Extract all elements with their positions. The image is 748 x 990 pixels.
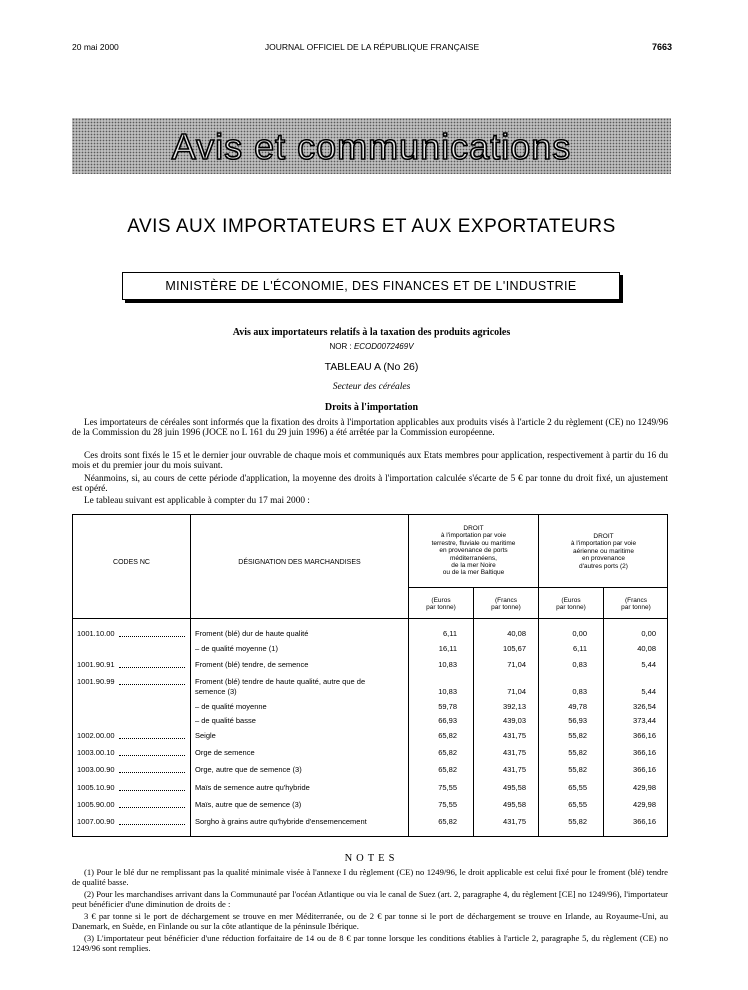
goods-designation: Maïs de semence autre qu'hybride (195, 783, 310, 792)
unit-line: par tonne) (426, 604, 456, 612)
sector-label: Secteur des céréales (332, 382, 411, 392)
nc-code: 1003.00.90 (77, 765, 115, 774)
duty-euros-route-1: 66,93 (438, 716, 457, 725)
duty-francs-route-1: 495,58 (503, 783, 526, 792)
duty-francs-route-2: 0,00 (641, 629, 656, 638)
unit-line: (Euros (431, 597, 451, 604)
note-3: (3) L'importateur peut bénéficier d'une réduction forfaitaire de 14 ou de 8 € par tonne lorsque les conditions établies à l'article 2, paragraphe 5, du règlement (CE) no 1249/96 sont remplies. (72, 933, 668, 953)
duty-euros-route-2: 6,11 (572, 644, 587, 653)
leader-dots (119, 636, 185, 637)
header-date: 20 mai 2000 (72, 42, 119, 52)
goods-designation: Froment (blé) dur de haute qualité (195, 629, 309, 638)
duty-euros-route-2: 65,55 (568, 783, 587, 792)
table-reference: TABLEAU A (No 26) (324, 361, 419, 373)
header-page-number: 7663 (651, 42, 672, 52)
header-codes-nc: CODES NC (113, 559, 150, 566)
duty-francs-route-2: 366,16 (633, 765, 656, 774)
leader-dots (119, 824, 185, 825)
goods-designation: – de qualité moyenne (1) (195, 644, 278, 653)
droit1-line: de la mer Noire (451, 562, 496, 570)
leader-dots (119, 790, 185, 791)
leader-dots (119, 684, 185, 685)
section-title: AVIS AUX IMPORTATEURS ET AUX EXPORTATEURS (127, 216, 616, 237)
leader-dots (119, 755, 185, 756)
row-divider (408, 587, 668, 588)
duty-francs-route-2: 5,44 (641, 687, 656, 696)
unit-line: (Euros (561, 597, 581, 604)
duty-euros-route-2: 0,00 (572, 629, 587, 638)
unit-line: (Francs (624, 597, 648, 604)
droit2-line: d'autres ports (2) (579, 562, 628, 570)
nc-code: 1001.90.99 (77, 677, 115, 686)
duty-francs-route-2: 366,16 (633, 817, 656, 826)
duty-euros-route-1: 75,55 (438, 800, 457, 809)
duty-euros-route-1: 65,82 (438, 765, 457, 774)
col-divider (473, 587, 474, 836)
unit-line: par tonne) (556, 604, 586, 612)
duty-francs-route-2: 40,08 (637, 644, 656, 653)
header-designation: DÉSIGNATION DES MARCHANDISES (238, 559, 361, 566)
notice-subtitle: Droits à l'importation (324, 402, 419, 413)
duty-euros-route-2: 0,83 (572, 660, 587, 669)
droit1-line: terrestre, fluviale ou maritime (431, 539, 516, 547)
nc-code: 1007.00.90 (77, 817, 115, 826)
leader-dots (119, 667, 185, 668)
duty-francs-route-1: 71,04 (507, 687, 526, 696)
nor-label: NOR : (329, 342, 352, 351)
goods-designation: – de qualité basse (195, 716, 256, 725)
duty-francs-route-1: 439,03 (503, 716, 526, 725)
duty-euros-route-2: 55,82 (568, 731, 587, 740)
ministry-box (122, 272, 620, 300)
header-journal: JOURNAL OFFICIEL DE LA RÉPUBLIQUE FRANÇAISE (264, 42, 480, 52)
nc-code: 1001.90.91 (77, 660, 115, 669)
unit-line: par tonne) (621, 604, 651, 612)
banner-title: Avis et communications (171, 126, 572, 167)
nor-reference (72, 342, 671, 351)
paragraph-3: Néanmoins, si, au cours de cette période d'application, la moyenne des droits à l'importation calculée s'écarte de 5 € par tonne du droit fixé, un ajustement est opéré. (72, 474, 668, 494)
duty-euros-route-1: 65,82 (438, 817, 457, 826)
note-1: (1) Pour le blé dur ne remplissant pas la qualité minimale visée à l'annexe I du règlement (CE) no 1249/96, le droit applicable est celui fixé pour le froment (blé) tendre de qualité basse. (72, 867, 668, 887)
duty-euros-route-1: 10,83 (438, 687, 457, 696)
running-header (72, 42, 672, 56)
goods-designation: Maïs, autre que de semence (3) (195, 800, 302, 809)
droit1-line: à l'importation par voie (440, 532, 507, 540)
duty-euros-route-1: 6,11 (442, 629, 457, 638)
duty-euros-route-1: 65,82 (438, 731, 457, 740)
header-divider (73, 618, 668, 619)
col-divider (603, 587, 604, 836)
duty-francs-route-1: 71,04 (507, 660, 526, 669)
duty-francs-route-2: 366,16 (633, 731, 656, 740)
goods-designation: Sorgho à grains autre qu'hybride d'ensemencement (195, 817, 367, 826)
nc-code: 1001.10.00 (77, 629, 115, 638)
duty-euros-route-1: 16,11 (438, 644, 457, 653)
leader-dots (119, 772, 185, 773)
duty-francs-route-2: 366,16 (633, 748, 656, 757)
duty-francs-route-1: 40,08 (507, 629, 526, 638)
unit-francs (474, 597, 538, 612)
nc-code: 1003.00.10 (77, 748, 115, 757)
duty-euros-route-2: 55,82 (568, 765, 587, 774)
goods-designation: Orge de semence (195, 748, 255, 757)
paragraph-2: Ces droits sont fixés le 15 et le dernier jour ouvrable de chaque mois et communiqués aux Etats membres pour application, respectivement à partir du 16 du mois et du premier jour du mois suivant. (72, 451, 668, 471)
duty-euros-route-2: 0,83 (572, 687, 587, 696)
leader-dots (119, 738, 185, 739)
paragraph-4: Le tableau suivant est applicable à compter du 17 mai 2000 : (84, 496, 310, 506)
goods-designation: Orge, autre que de semence (3) (195, 765, 302, 774)
duty-francs-route-2: 5,44 (641, 660, 656, 669)
note-2-detail: 3 € par tonne si le port de déchargement se trouve en mer Méditerranée, ou de 2 € par tonne si le port de déchargement se trouve en Irlande, au Royaume-Uni, au Danemark, en Suède, en Finlande ou sur la côte atlantique de la péninsule Ibérique. (72, 911, 668, 931)
duty-euros-route-1: 75,55 (438, 783, 457, 792)
droit1-line: méditerranéens, (450, 554, 497, 562)
nc-code: 1005.10.90 (77, 783, 115, 792)
nc-code: 1005.90.00 (77, 800, 115, 809)
duty-euros-route-2: 55,82 (568, 748, 587, 757)
droit1-line: ou de la mer Baltique (442, 569, 505, 577)
note-2: (2) Pour les marchandises arrivant dans la Communauté par l'océan Atlantique ou via le canal de Suez (art. 2, paragraphe 4, du règlement [CE] no 1249/96), l'importateur peut bénéficier d'une diminution de droits de : (72, 889, 668, 909)
duty-francs-route-1: 431,75 (503, 765, 526, 774)
duty-euros-route-2: 56,93 (568, 716, 587, 725)
paragraph-1: Les importateurs de céréales sont informés que la fixation des droits à l'importation applicables aux produits visés à l'article 2 du règlement (CE) no 1249/96 de la Commission du 28 juin 1996 (JOCE no L 161 du 29 juin 1996) a été arrêtée par la Commission européenne. (72, 418, 668, 438)
duty-francs-route-1: 105,67 (503, 644, 526, 653)
duty-francs-route-2: 429,98 (633, 783, 656, 792)
nc-code: 1002.00.00 (77, 731, 115, 740)
duty-euros-route-2: 65,55 (568, 800, 587, 809)
nor-code: ECOD0072469V (353, 342, 414, 351)
droit2-line: aérienne ou maritime (572, 547, 635, 555)
leader-dots (119, 807, 185, 808)
duty-francs-route-2: 326,54 (633, 702, 656, 711)
droit1-line: en provenance de ports (439, 547, 508, 555)
notice-title: Avis aux importateurs relatifs à la taxation des produits agricoles (232, 327, 511, 338)
duty-francs-route-2: 373,44 (633, 716, 656, 725)
goods-designation: Seigle (195, 731, 216, 740)
unit-euros (409, 597, 473, 612)
duty-francs-route-1: 431,75 (503, 731, 526, 740)
notes-title: NOTES (344, 853, 399, 864)
goods-designation: – de qualité moyenne (195, 702, 267, 711)
droit2-line: en provenance (581, 555, 625, 563)
duty-francs-route-1: 495,58 (503, 800, 526, 809)
duty-francs-route-2: 429,98 (633, 800, 656, 809)
header-droit-other-ports (539, 533, 668, 570)
unit-francs (604, 597, 668, 612)
duty-euros-route-2: 49,78 (568, 702, 587, 711)
goods-designation: Froment (blé) tendre de haute qualité, autre que de (195, 677, 366, 686)
duty-euros-route-1: 65,82 (438, 748, 457, 757)
duty-euros-route-2: 55,82 (568, 817, 587, 826)
duty-francs-route-1: 431,75 (503, 748, 526, 757)
droit2-line: à l'importation par voie (570, 540, 637, 548)
droit1-line: DROIT (463, 525, 484, 532)
section-banner (72, 118, 671, 174)
unit-line: (Francs (494, 597, 518, 604)
goods-designation: semence (3) (195, 687, 237, 696)
duty-euros-route-1: 10,83 (438, 660, 457, 669)
unit-euros (539, 597, 603, 612)
unit-line: par tonne) (491, 604, 521, 612)
ministry-name: MINISTÈRE DE L'ÉCONOMIE, DES FINANCES ET DE L'INDUSTRIE (165, 279, 577, 293)
duty-euros-route-1: 59,78 (438, 702, 457, 711)
duties-table (72, 514, 668, 837)
droit2-line: DROIT (593, 533, 614, 540)
duty-francs-route-1: 431,75 (503, 817, 526, 826)
goods-designation: Froment (blé) tendre, de semence (195, 660, 309, 669)
duty-francs-route-1: 392,13 (503, 702, 526, 711)
header-droit-mediterranean (409, 525, 538, 577)
